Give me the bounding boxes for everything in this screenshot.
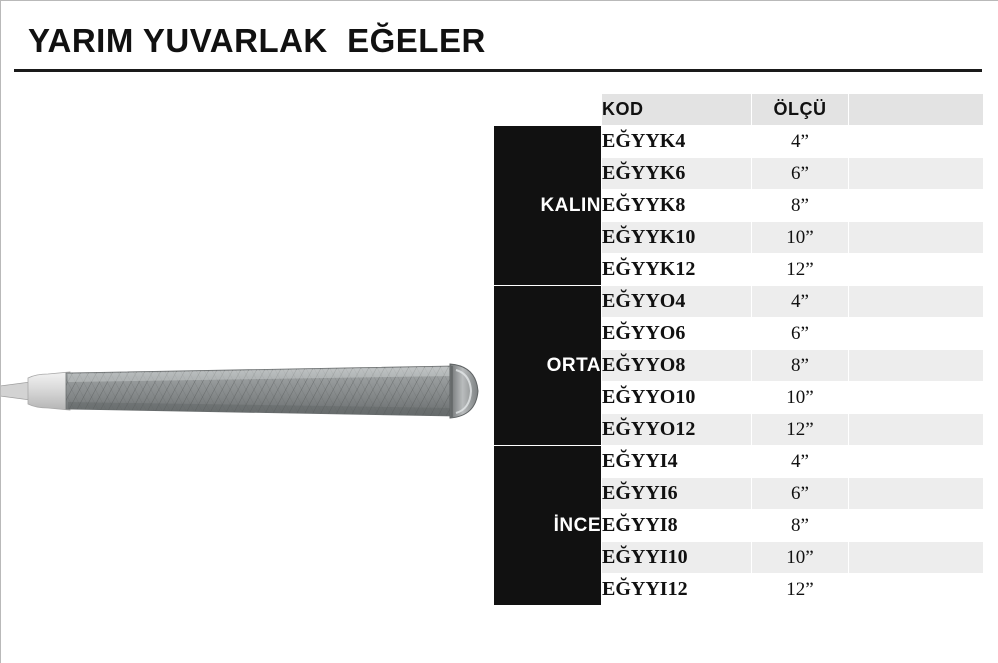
cell-olcu: 6”	[752, 158, 849, 190]
cell-kod: EĞYYO10	[602, 382, 752, 414]
header-extra	[849, 94, 984, 126]
file-tang-stem	[0, 382, 30, 400]
group-label-orta: ORTA	[494, 286, 602, 446]
header-group-blank	[494, 94, 602, 126]
cell-olcu: 12”	[752, 574, 849, 606]
cell-extra	[849, 190, 984, 222]
table-row	[494, 286, 984, 318]
cell-kod: EĞYYK12	[602, 254, 752, 286]
header-olcu: ÖLÇÜ	[752, 94, 849, 126]
cell-extra	[849, 222, 984, 254]
cell-olcu: 8”	[752, 510, 849, 542]
header-kod: KOD	[602, 94, 752, 126]
cell-olcu: 8”	[752, 350, 849, 382]
cell-kod: EĞYYO4	[602, 286, 752, 318]
cell-extra	[849, 478, 984, 510]
cell-kod: EĞYYK6	[602, 158, 752, 190]
product-image	[0, 330, 500, 450]
cell-olcu: 10”	[752, 542, 849, 574]
cell-kod: EĞYYK10	[602, 222, 752, 254]
cell-olcu: 6”	[752, 318, 849, 350]
cell-kod: EĞYYK8	[602, 190, 752, 222]
cell-kod: EĞYYI8	[602, 510, 752, 542]
cell-olcu: 12”	[752, 254, 849, 286]
cell-olcu: 10”	[752, 222, 849, 254]
group-label-ince: İNCE	[494, 446, 602, 606]
cell-extra	[849, 542, 984, 574]
cell-olcu: 8”	[752, 190, 849, 222]
cell-kod: EĞYYI6	[602, 478, 752, 510]
page-title: YARIM YUVARLAK EĞELER	[28, 22, 486, 59]
cell-olcu: 4”	[752, 126, 849, 158]
cell-olcu: 12”	[752, 414, 849, 446]
cell-kod: EĞYYK4	[602, 126, 752, 158]
cell-kod: EĞYYO12	[602, 414, 752, 446]
cell-olcu: 6”	[752, 478, 849, 510]
half-round-file-illustration	[0, 330, 500, 450]
cell-kod: EĞYYO6	[602, 318, 752, 350]
cell-extra	[849, 510, 984, 542]
cell-extra	[849, 382, 984, 414]
cell-kod: EĞYYO8	[602, 350, 752, 382]
cell-olcu: 4”	[752, 286, 849, 318]
cell-extra	[849, 286, 984, 318]
page-title-block	[14, 14, 982, 72]
group-label-kalin: KALIN	[494, 126, 602, 286]
cell-extra	[849, 254, 984, 286]
file-tang	[28, 372, 70, 410]
spec-table	[493, 93, 984, 606]
table-header-row	[494, 94, 984, 126]
table-row	[494, 126, 984, 158]
cell-extra	[849, 350, 984, 382]
cell-olcu: 4”	[752, 446, 849, 478]
cell-kod: EĞYYI10	[602, 542, 752, 574]
cell-extra	[849, 574, 984, 606]
cell-extra	[849, 414, 984, 446]
cell-kod: EĞYYI12	[602, 574, 752, 606]
cell-extra	[849, 126, 984, 158]
table-row	[494, 446, 984, 478]
cell-kod: EĞYYI4	[602, 446, 752, 478]
cell-olcu: 10”	[752, 382, 849, 414]
cell-extra	[849, 158, 984, 190]
cell-extra	[849, 318, 984, 350]
cell-extra	[849, 446, 984, 478]
spec-table-wrap	[493, 93, 983, 636]
